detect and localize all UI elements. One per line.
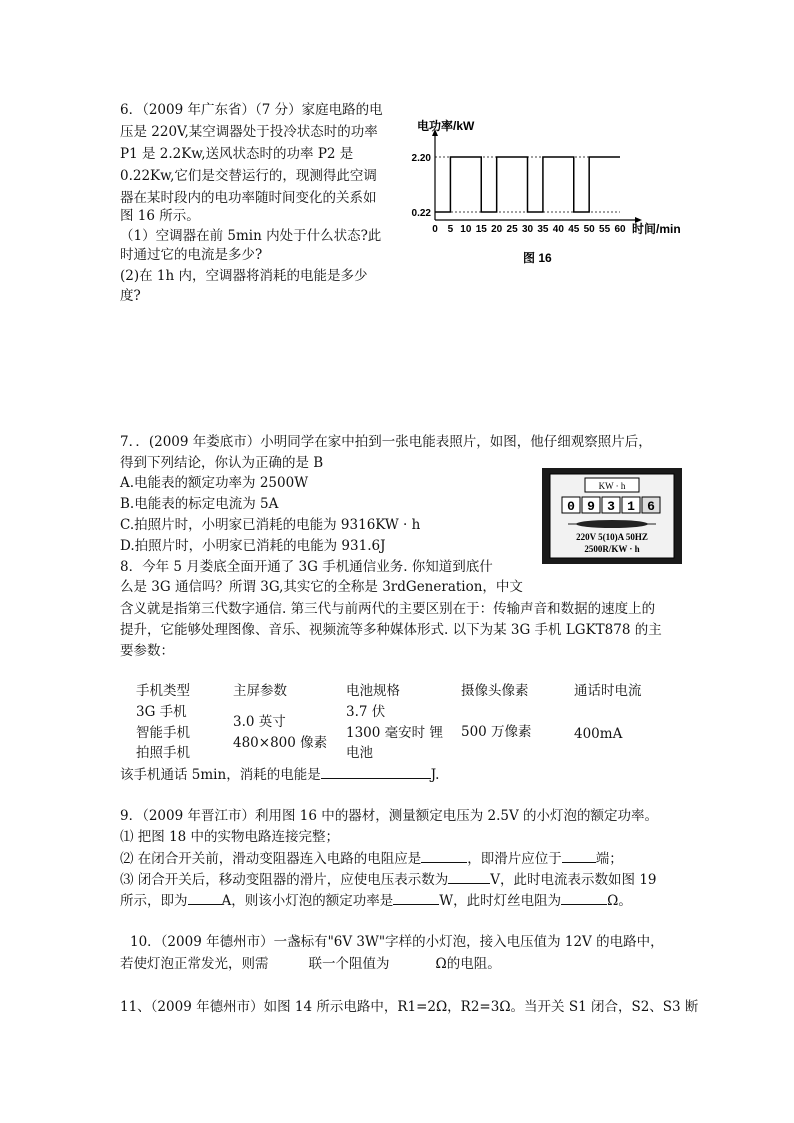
x-tick-label: 15: [475, 224, 487, 235]
chart-xlabel: 时间/min: [632, 222, 681, 236]
chart-caption: 图 16: [523, 251, 552, 265]
q8-line-3: 含义就是指第三代数字通信. 第三代与前两代的主要区别在于：传输声音和数据的速度上的: [120, 601, 656, 617]
x-tick-label: 0: [432, 224, 438, 235]
table-current: 400mA: [574, 726, 623, 742]
meter-digits: [562, 497, 660, 514]
table-battery-1: 3.7 伏: [346, 704, 386, 720]
q9-l3b: ，即滑片应位于: [467, 851, 562, 867]
table-screen-2: 480×800 像素: [233, 735, 328, 751]
x-tick-label: 10: [460, 224, 472, 235]
q8-answer-pre: 该手机通话 5min，消耗的电能是: [120, 767, 321, 783]
q6-line-7: （1）空调器在前 5min 内处于什么状态?此: [120, 228, 382, 244]
y-tick-label: 0.22: [411, 208, 431, 219]
table-type-1: 3G 手机: [136, 704, 187, 720]
q10-l2b: 联一个阻值为: [308, 956, 390, 972]
q7-option-b: B.电能表的标定电流为 5A: [120, 496, 279, 512]
power-series-line: [435, 157, 620, 212]
table-battery-2: 1300 毫安时 锂: [346, 725, 443, 741]
x-tick-label: 35: [537, 224, 549, 235]
answer-blank[interactable]: [562, 847, 596, 863]
meter-digit: 9: [587, 499, 595, 514]
meter-digit: 6: [647, 499, 655, 514]
table-camera: 500 万像素: [461, 724, 532, 740]
q9-l4a: ⑶ 闭合开关后，移动变阻器的滑片，应使电压表示数为: [120, 872, 449, 888]
q8-line-1: 8．今年 5 月娄底全面开通了 3G 手机通信业务. 你知道到底什: [120, 559, 493, 575]
power-time-chart: [395, 112, 695, 272]
q9-line-2: ⑴ 把图 18 中的实物电路连接完整；: [120, 829, 340, 845]
table-battery-3: 电池: [346, 745, 373, 761]
q9-line-1: 9．（2009 年晋江市）利用图 16 中的器材，测量额定电压为 2.5V 的小灯泡的额定功率。: [120, 808, 659, 824]
q6-line-6: 图 16 所示。: [120, 208, 200, 224]
q9-l5d: Ω。: [607, 893, 632, 909]
x-tick-label: 25: [506, 224, 518, 235]
q6-line-4: 0.22Kw,它们是交替运行的，现测得此空调: [120, 168, 377, 184]
q10-l2c: Ω的电阻。: [435, 956, 501, 972]
q10-l2a: 若使灯泡正常发光，则需: [120, 956, 269, 972]
chart-title: 电功率/kW: [417, 119, 475, 133]
q7-option-d: D.拍照片时，小明家已消耗的电能为 931.6J: [120, 538, 386, 554]
q9-line-5: [120, 889, 632, 912]
x-tick-label: 55: [599, 224, 611, 235]
chart-series: [435, 157, 620, 212]
x-tick-label: 45: [568, 224, 580, 235]
table-type-2: 智能手机: [136, 725, 190, 741]
q10-line-1: 10．（2009 年德州市）一盏标有"6V 3W"字样的小灯泡，接入电压值为 12V 的电路中，: [130, 934, 664, 950]
q9-l5a: 所示，即为: [120, 893, 188, 909]
answer-blank[interactable]: [321, 763, 431, 779]
answer-blank[interactable]: [188, 889, 222, 905]
table-type-3: 拍照手机: [136, 745, 190, 761]
answer-blank[interactable]: [448, 868, 490, 884]
x-tick-label: 5: [447, 224, 454, 235]
x-tick-label: 50: [583, 224, 595, 235]
q7-line-2: 得到下列结论，你认为正确的是 B: [120, 455, 324, 471]
table-header-type: 手机类型: [136, 683, 190, 699]
q6-line-5: 器在某时段内的电功率随时间变化的关系如: [120, 190, 377, 206]
answer-blank[interactable]: [561, 889, 607, 905]
answer-blank[interactable]: [393, 889, 439, 905]
q9-l3a: ⑵ 在闭合开关前，滑动变阻器连入电路的电阻应是: [120, 851, 422, 867]
q6-line-9: (2)在 1h 内，空调器将消耗的电能是多少: [120, 268, 368, 284]
q9-line-3: [120, 847, 623, 870]
q9-l5c: W，此时灯丝电阻为: [439, 893, 562, 909]
chart-axes: [432, 129, 642, 223]
q11-line-1: 11、（2009 年德州市）如图 14 所示电路中，R1=2Ω，R2=3Ω。当开关 S1 闭合，S2、S3 断: [120, 999, 699, 1015]
q6-line-1: 6．（2009 年广东省）（7 分）家庭电路的电: [120, 102, 383, 118]
q6-line-3: P1 是 2.2Kw,送风状态时的功率 P2 是: [120, 146, 354, 162]
meter-digit: 0: [567, 499, 575, 514]
chart-ticks: [412, 153, 626, 235]
meter-digit: 3: [607, 499, 615, 514]
q9-line-4: [120, 868, 657, 891]
q8-line-2: 么是 3G 通信吗？所谓 3G,其实它的全称是 3rdGeneration，中文: [120, 579, 523, 595]
table-header-camera: 摄像头像素: [461, 683, 529, 699]
meter-spec-2: 2500R/KW · h: [584, 544, 640, 554]
table-header-battery: 电池规格: [346, 683, 400, 699]
electric-meter-photo: [542, 468, 682, 564]
q6-line-10: 度?: [120, 288, 141, 304]
q9-l5b: A，则该小灯泡的额定功率是: [221, 893, 394, 909]
x-tick-label: 60: [614, 224, 626, 235]
q7-line-1: 7．．(2009 年娄底市）小明同学在家中拍到一张电能表照片，如图，他仔细观察照片后，: [120, 434, 652, 450]
q10-line-2: [120, 953, 501, 975]
meter-digit: 1: [627, 499, 635, 514]
q8-answer-post: J.: [430, 767, 440, 783]
q7-option-c: C.拍照片时，小明家已消耗的电能为 9316KW · h: [120, 517, 421, 533]
q8-answer-line: [120, 763, 439, 786]
y-tick-label: 2.20: [411, 153, 431, 164]
q9-l4b: V，此时电流表示数如图 19: [490, 872, 657, 888]
q9-l3c: 端；: [595, 851, 623, 867]
q8-line-4: 提升，它能够处理图像、音乐、视频流等多种媒体形式. 以下为某 3G 手机 LGKT878 的主: [120, 622, 662, 638]
meter-spec-1: 220V 5(10)A 50HZ: [576, 532, 648, 542]
answer-blank[interactable]: [421, 847, 467, 863]
table-screen-1: 3.0 英寸: [233, 714, 286, 730]
meter-unit: KW · h: [598, 481, 626, 491]
table-header-screen: 主屏参数: [233, 683, 287, 699]
q8-line-5: 要参数：: [120, 643, 174, 659]
table-header-current: 通话时电流: [574, 683, 642, 699]
q7-option-a: A.电能表的额定功率为 2500W: [120, 475, 309, 491]
q6-line-2: 压是 220V,某空调器处于投冷状态时的功率: [120, 124, 378, 140]
x-tick-label: 20: [491, 224, 503, 235]
x-tick-label: 30: [521, 224, 534, 235]
q6-line-8: 时通过它的电流是多少?: [120, 247, 263, 263]
x-tick-label: 40: [552, 224, 564, 235]
